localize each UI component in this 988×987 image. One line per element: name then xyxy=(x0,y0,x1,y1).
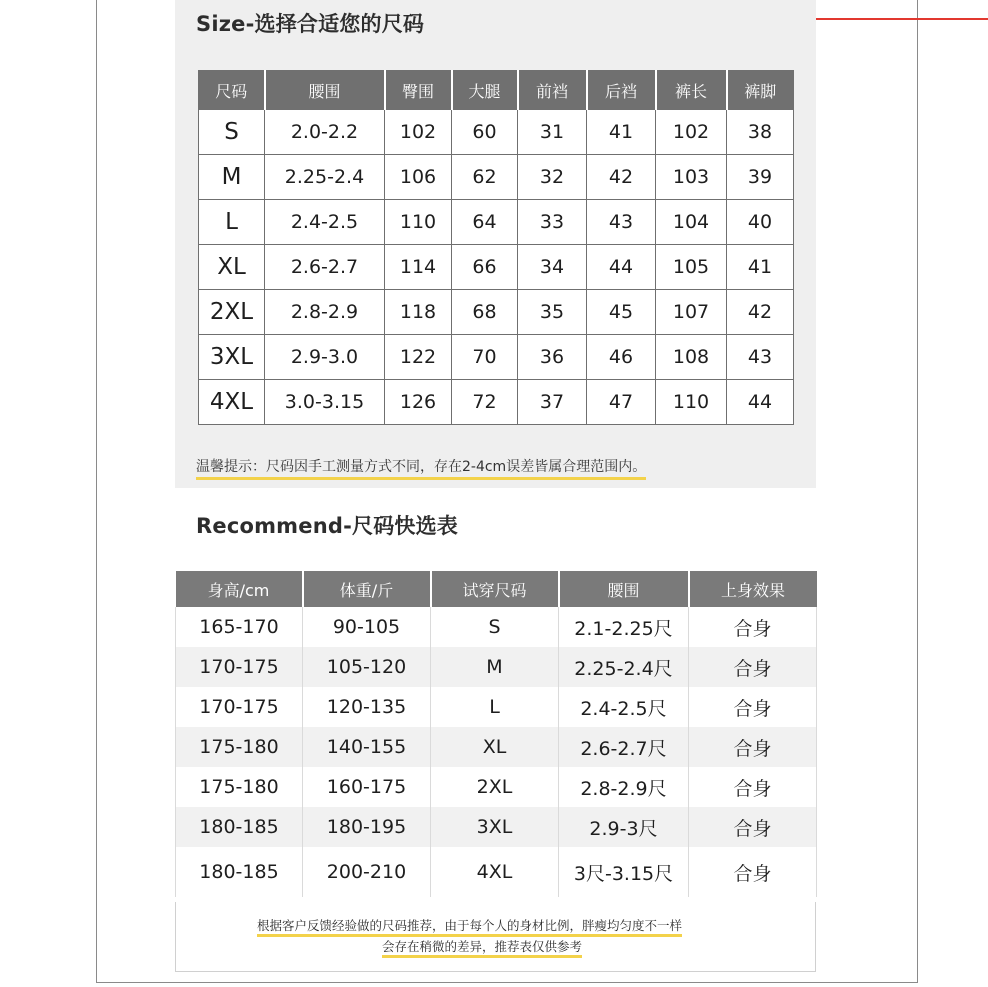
size-table-cell: 45 xyxy=(587,290,656,335)
size-table-cell: 126 xyxy=(385,380,452,425)
recommend-table-cell: 2.1-2.25尺 xyxy=(559,607,689,647)
recommend-table-cell: 4XL xyxy=(431,847,559,897)
recommend-header-cell: 身高/cm xyxy=(176,571,303,607)
size-table-cell: 2.0-2.2 xyxy=(265,110,385,155)
size-table-row xyxy=(199,290,794,335)
size-table-row xyxy=(199,335,794,380)
size-header-cell: 臀围 xyxy=(385,71,452,110)
size-table-cell: 106 xyxy=(385,155,452,200)
size-table-cell: 43 xyxy=(587,200,656,245)
size-table-cell: 35 xyxy=(518,290,587,335)
recommend-table-cell: 合身 xyxy=(689,607,817,647)
recommend-header-cell: 试穿尺码 xyxy=(431,571,559,607)
size-table-cell: 40 xyxy=(727,200,794,245)
size-table-cell: 33 xyxy=(518,200,587,245)
recommend-table-body xyxy=(176,607,817,897)
size-table-cell: 38 xyxy=(727,110,794,155)
recommend-table-cell: 160-175 xyxy=(303,767,431,807)
size-table-cell: 2.4-2.5 xyxy=(265,200,385,245)
recommend-table-cell: 140-155 xyxy=(303,727,431,767)
recommend-table-cell: 合身 xyxy=(689,807,817,847)
size-table-row xyxy=(199,380,794,425)
size-table-cell: L xyxy=(199,200,265,245)
recommend-table-cell: S xyxy=(431,607,559,647)
size-table-cell: 37 xyxy=(518,380,587,425)
size-table-cell: 118 xyxy=(385,290,452,335)
recommend-table-cell: 180-185 xyxy=(176,847,303,897)
recommend-table xyxy=(175,571,817,897)
recommend-table-cell: 180-185 xyxy=(176,807,303,847)
size-table-cell: 70 xyxy=(452,335,518,380)
size-table-header xyxy=(199,71,794,110)
recommend-table-row xyxy=(176,727,817,767)
recommend-header-cell: 体重/斤 xyxy=(303,571,431,607)
size-table-cell: 66 xyxy=(452,245,518,290)
recommend-table-cell: 合身 xyxy=(689,727,817,767)
size-header-cell: 裤脚 xyxy=(727,71,794,110)
size-table-cell: 34 xyxy=(518,245,587,290)
recommend-header-cell: 腰围 xyxy=(559,571,689,607)
recommend-table-row xyxy=(176,647,817,687)
size-table-cell: 31 xyxy=(518,110,587,155)
size-table-cell: 60 xyxy=(452,110,518,155)
size-table-cell: 42 xyxy=(587,155,656,200)
recommend-table-cell: 合身 xyxy=(689,687,817,727)
size-table-cell: 39 xyxy=(727,155,794,200)
size-table-cell: 68 xyxy=(452,290,518,335)
size-table-cell: 32 xyxy=(518,155,587,200)
recommend-table-cell: 2.25-2.4尺 xyxy=(559,647,689,687)
size-table-cell: 107 xyxy=(656,290,727,335)
recommend-table-cell: 165-170 xyxy=(176,607,303,647)
recommend-table-cell: 合身 xyxy=(689,767,817,807)
size-table-cell: 2.6-2.7 xyxy=(265,245,385,290)
size-table-body xyxy=(199,110,794,425)
recommend-table-cell: 合身 xyxy=(689,647,817,687)
size-table-cell: 110 xyxy=(385,200,452,245)
recommend-table-cell: M xyxy=(431,647,559,687)
size-table-cell: 62 xyxy=(452,155,518,200)
recommend-table-cell: 2XL xyxy=(431,767,559,807)
recommend-table-cell: 90-105 xyxy=(303,607,431,647)
recommend-table-cell: 120-135 xyxy=(303,687,431,727)
recommend-table-cell: 2.9-3尺 xyxy=(559,807,689,847)
recommend-note-line-2: 会存在稍微的差异，推荐表仅供参考 xyxy=(382,937,582,958)
size-table-cell: 2.8-2.9 xyxy=(265,290,385,335)
recommend-table-row xyxy=(176,687,817,727)
size-table-cell: 122 xyxy=(385,335,452,380)
recommend-table-cell: 175-180 xyxy=(176,727,303,767)
measurement-tip: 温馨提示：尺码因手工测量方式不同，存在2-4cm误差皆属合理范围内。 xyxy=(196,456,646,480)
recommend-table-cell: 2.8-2.9尺 xyxy=(559,767,689,807)
size-table-cell: 114 xyxy=(385,245,452,290)
recommend-table-cell: 170-175 xyxy=(176,647,303,687)
size-table-cell: 36 xyxy=(518,335,587,380)
recommend-table-row xyxy=(176,847,817,897)
size-header-cell: 尺码 xyxy=(199,71,265,110)
size-table-cell: 103 xyxy=(656,155,727,200)
size-table-row xyxy=(199,110,794,155)
size-table-cell: XL xyxy=(199,245,265,290)
size-chart-table xyxy=(198,70,794,425)
size-table-cell: 72 xyxy=(452,380,518,425)
size-table-cell: 102 xyxy=(656,110,727,155)
recommend-table-cell: 3XL xyxy=(431,807,559,847)
size-table-cell: 41 xyxy=(587,110,656,155)
size-header-cell: 腰围 xyxy=(265,71,385,110)
size-table-cell: 102 xyxy=(385,110,452,155)
recommend-table-cell: XL xyxy=(431,727,559,767)
size-header-cell: 后裆 xyxy=(587,71,656,110)
recommend-table-cell: 170-175 xyxy=(176,687,303,727)
size-table-cell: 110 xyxy=(656,380,727,425)
recommend-table-row xyxy=(176,767,817,807)
recommend-table-row xyxy=(176,807,817,847)
size-table-cell: 3.0-3.15 xyxy=(265,380,385,425)
recommend-header-cell: 上身效果 xyxy=(689,571,817,607)
size-table-cell: 44 xyxy=(727,380,794,425)
size-table-cell: 3XL xyxy=(199,335,265,380)
size-table-cell: 43 xyxy=(727,335,794,380)
size-table-row xyxy=(199,200,794,245)
size-header-cell: 大腿 xyxy=(452,71,518,110)
size-table-cell: M xyxy=(199,155,265,200)
size-table-cell: 44 xyxy=(587,245,656,290)
size-table-cell: 47 xyxy=(587,380,656,425)
size-table-cell: 42 xyxy=(727,290,794,335)
recommend-table-cell: 2.6-2.7尺 xyxy=(559,727,689,767)
size-table-cell: 2.25-2.4 xyxy=(265,155,385,200)
size-table-cell: 104 xyxy=(656,200,727,245)
size-table-cell: 108 xyxy=(656,335,727,380)
size-table-row xyxy=(199,155,794,200)
recommend-table-cell: 2.4-2.5尺 xyxy=(559,687,689,727)
recommend-table-cell: 105-120 xyxy=(303,647,431,687)
size-table-cell: 4XL xyxy=(199,380,265,425)
size-table-cell: 2XL xyxy=(199,290,265,335)
recommend-title: Recommend-尺码快选表 xyxy=(196,514,458,538)
recommend-table-cell: 合身 xyxy=(689,847,817,897)
recommend-note-line-1: 根据客户反馈经验做的尺码推荐，由于每个人的身材比例，胖瘦均匀度不一样 xyxy=(257,916,682,937)
size-table-cell: 2.9-3.0 xyxy=(265,335,385,380)
size-table-row xyxy=(199,245,794,290)
recommend-table-row xyxy=(176,607,817,647)
recommend-table-cell: 200-210 xyxy=(303,847,431,897)
size-table-cell: 64 xyxy=(452,200,518,245)
size-header-cell: 前裆 xyxy=(518,71,587,110)
size-table-cell: 105 xyxy=(656,245,727,290)
recommend-table-cell: 3尺-3.15尺 xyxy=(559,847,689,897)
size-table-cell: S xyxy=(199,110,265,155)
recommend-table-cell: L xyxy=(431,687,559,727)
recommend-table-cell: 180-195 xyxy=(303,807,431,847)
size-chart-title: Size-选择合适您的尺码 xyxy=(196,12,425,36)
size-table-cell: 46 xyxy=(587,335,656,380)
recommend-table-cell: 175-180 xyxy=(176,767,303,807)
size-table-cell: 41 xyxy=(727,245,794,290)
recommend-table-header xyxy=(176,571,817,607)
size-header-cell: 裤长 xyxy=(656,71,727,110)
